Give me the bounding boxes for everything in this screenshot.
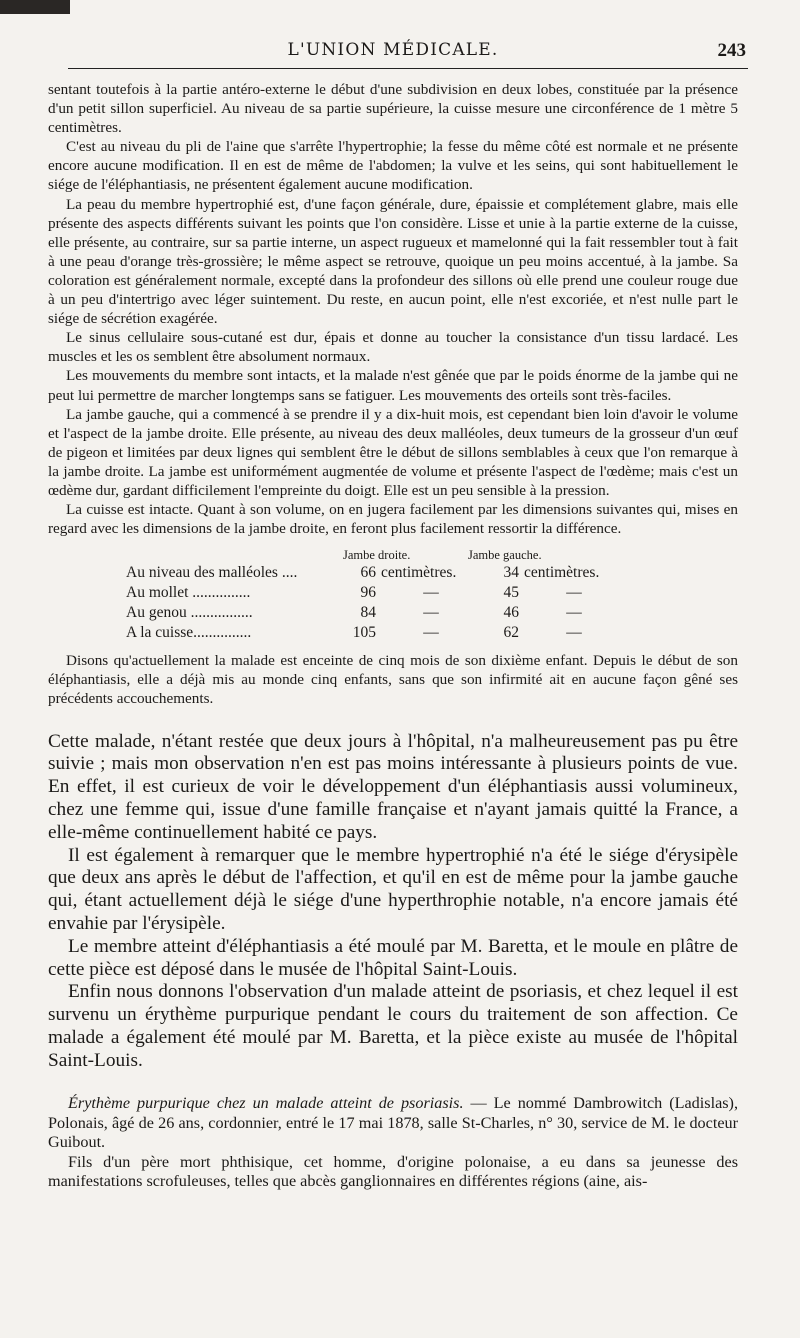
table-row [126,603,624,623]
row-label: Au niveau des malléoles .... [126,564,298,582]
paragraph: sentant toutefois à la partie antéro-externe le début d'une subdivision en deux lobes, constituée par la présence d'un petit sillon superficiel. Au niveau de sa partie supérieure, la cuisse mesure une circonférence de 1 mètre 5 centimètres. [48,81,738,137]
case-body: — Le nommé Dambrowitch (Ladislas), Polonais, âgé de 26 ans, cordonnier, entré le 17 mai 1878, salle St-Charles, n° 30, service de M. le docteur Guibout. [48,1094,738,1152]
measurement-table-header [48,548,738,563]
left-unit: centimètres. [524,564,600,582]
right-value: 105 [352,624,376,642]
row-label: Au mollet ............... [126,584,251,602]
table-row [126,583,624,603]
page-header [48,0,746,72]
row-label: A la cuisse............... [126,624,252,642]
right-value: 66 [360,564,376,582]
case-report [48,1094,738,1192]
paragraph: Le membre atteint d'éléphantiasis a été moulé par M. Baretta, et le moule en plâtre de cette pièce est déposé dans le musée de l'hôpital Saint-Louis. [48,935,738,980]
table-row [126,623,624,643]
discussion [48,731,738,1073]
right-unit: — [423,624,439,642]
running-head: L'UNION MÉDICALE. [287,40,499,60]
right-value: 96 [360,584,376,602]
table-row [126,563,624,583]
left-value: 34 [503,564,519,582]
paragraph: La cuisse est intacte. Quant à son volume, on en jugera facilement par les dimensions suivantes qui, mises en regard avec les dimensions de la jambe droite, en feront plus facilement ressortir la différence. [48,501,738,538]
case-title: Érythème purpurique chez un malade atteint de psoriasis. [68,1094,464,1113]
paragraph: Cette malade, n'étant restée que deux jours à l'hôpital, n'a malheureusement pas pu être suivie ; mais mon observation n'en est pas moins intéressante à plusieurs points de vue. En effet, il est curieux de voir le développement d'un éléphantiasis aussi volumineux, chez une femme qui, issue d'une famille française et n'ayant jamais quitté la France, a elle-même continuellement habité ce pays. [48,730,738,843]
right-unit: centimètres. [381,564,457,582]
column-header-left-leg: Jambe gauche. [468,548,542,563]
left-unit: — [566,584,582,602]
right-value: 84 [360,604,376,622]
paragraph: Enfin nous donnons l'observation d'un malade atteint de psoriasis, et chez lequel il est survenu un érythème purpurique pendant le cours du traitement de son affection. Ce malade a également été moulé par M. Baretta, et la pièce existe au musée de l'hôpital Saint-Louis. [48,981,738,1071]
left-value: 62 [503,624,519,642]
pregnancy-note [48,651,738,708]
row-label: Au genou ................ [126,604,253,622]
measurement-table [126,563,624,643]
left-value: 45 [503,584,519,602]
left-value: 46 [503,604,519,622]
column-header-right-leg: Jambe droite. [343,548,411,563]
paragraph: Les mouvements du membre sont intacts, et la malade n'est gênée que par le poids énorme de la jambe qui ne peut lui permettre de marcher longtemps sans se fatiguer. Les mouvements des orteils sont très-faciles. [48,367,738,404]
paragraph: Disons qu'actuellement la malade est enceinte de cinq mois de son dixième enfant. Depuis le début de son éléphantiasis, elle a déjà mis au monde cinq enfants, sans que son infirmité ait en aucune façon gêné ses précédents accouchements. [48,652,738,708]
left-unit: — [566,604,582,622]
case-description [48,80,738,538]
paragraph: La peau du membre hypertrophié est, d'une façon générale, dure, épaissie et complétement glabre, mais elle présente des aspects différents suivant les points que l'on considère. Lisse et unie à la partie externe de la cuisse, elle présente, au contraire, sur sa partie interne, un aspect rugueux et mamelonné qui la fait ressembler tout à fait à une peau d'orange très-grossière; le même aspect se retrouve, quoique un peu moins accentué, à la jambe. Sa coloration est généralement normale, excepté dans la profondeur des sillons où elle prend une couleur rouge due à un peu d'intertrigo avec léger suintement. Du reste, en aucun point, elle n'est excoriée, et n'est nulle part le siége de sécrétion exagérée. [48,195,738,328]
paragraph: Le sinus cellulaire sous-cutané est dur, épais et donne au toucher la consistance d'un tissu lardacé. Les muscles et les os semblent être absolument normaux. [48,329,738,366]
left-unit: — [566,624,582,642]
right-unit: — [423,584,439,602]
paragraph: Il est également à remarquer que le membre hypertrophié n'a été le siége d'érysipèle que deux ans après le début de l'affection, et qu'il en est de même pour la jambe gauche qui, étant actuellement déjà le siége d'une hyperthrophie notable, n'a encore jamais été envahie par l'érysipèle. [48,844,738,934]
paragraph: Fils d'un père mort phthisique, cet homme, d'origine polonaise, a eu dans sa jeunesse des manifestations scrofuleuses, telles que abcès ganglionnaires en différentes régions (aine, ais- [48,1152,738,1191]
paragraph: C'est au niveau du pli de l'aine que s'arrête l'hypertrophie; la fesse du même côté est normale et ne présente encore aucune modification. Il en est de même de l'abdomen; la vulve et les seins, qui sont habituellement le siége de l'éléphantiasis, ne présentent également aucune modification. [48,138,738,194]
header-rule [68,68,748,69]
right-unit: — [423,604,439,622]
page-number: 243 [717,40,746,61]
paragraph: La jambe gauche, qui a commencé à se prendre il y a dix-huit mois, est cependant bien loin d'avoir le volume et l'aspect de la jambe droite. Elle présente, au niveau des deux malléoles, deux tumeurs de la grosseur d'un œuf de pigeon et limitées par deux lignes qui semblent être le début de sillons semblables à ceux que l'on remarque à la jambe droite. La jambe est uniformément augmentée de volume et présente l'aspect de l'œdème; mais c'est un œdème dur, gardant difficilement l'empreinte du doigt. Elle est un peu sensible à la pression. [48,405,738,499]
paragraph [48,1094,738,1153]
